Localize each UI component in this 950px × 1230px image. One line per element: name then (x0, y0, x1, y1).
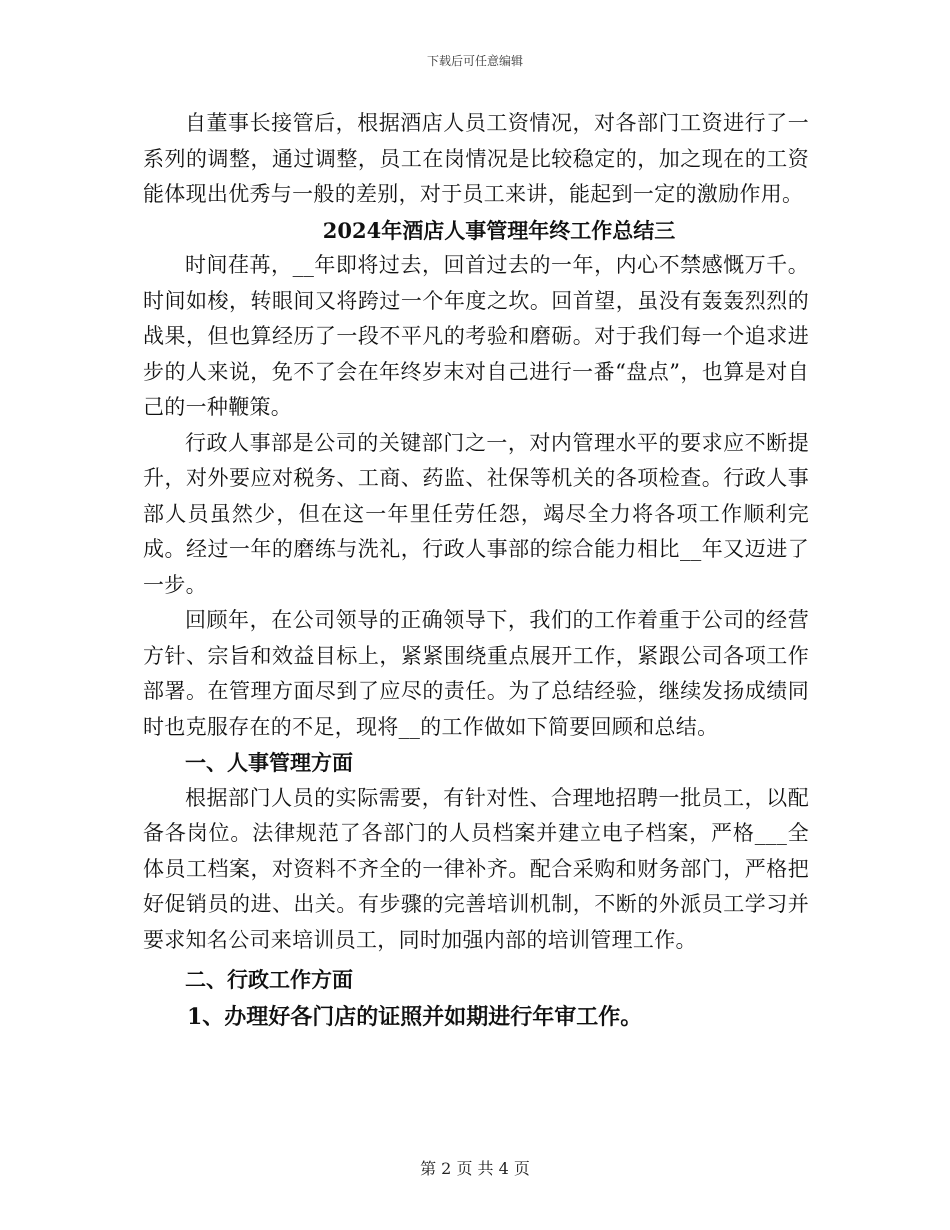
heading-admin-work: 二、行政工作方面 (185, 967, 353, 992)
section-title: 2024年酒店人事管理年终工作总结三 (322, 217, 676, 243)
paragraph-review: 回顾年，在公司领导的正确领导下，我们的工作着重于公司的经营方针、宗旨和效益目标上，紧紧围绕重点展开工作，紧跟公司各项工作部署。在管理方面尽到了应尽的责任。为了总结经验，继续发扬成绩同时也克服存在的不足，现将__的工作做如下简要回顾和总结。 (143, 608, 809, 739)
document-body (143, 106, 809, 1036)
paragraph-department-role: 行政人事部是公司的关键部门之一，对内管理水平的要求应不断提升，对外要应对税务、工商、药监、社保等机关的各项检查。行政人事部人员虽然少，但在这一年里任劳任怨，竭尽全力将各项工作顺利完成。经过一年的磨练与洗礼，行政人事部的综合能力相比__年又迈进了一步。 (143, 430, 809, 597)
heading-license-review: 1、办理好各门店的证照并如期进行年审工作。 (187, 1003, 643, 1030)
paragraph-salary-adjustment: 自董事长接管后，根据酒店人员工资情况，对各部门工资进行了一系列的调整，通过调整，员工在岗情况是比较稳定的，加之现在的工资能体现出优秀与一般的差别，对于员工来讲，能起到一定的激励作用。 (143, 111, 809, 206)
paragraph-hr-details: 根据部门人员的实际需要，有针对性、合理地招聘一批员工，以配备各岗位。法律规范了各部门的人员档案并建立电子档案，严格___全体员工档案，对资料不齐全的一律补齐。配合采购和财务部门，严格把好促销员的进、出关。有步骤的完善培训机制，不断的外派员工学习并要求知名公司来培训员工，同时加强内部的培训管理工作。 (143, 785, 809, 952)
paragraph-intro: 时间荏苒，__年即将过去，回首过去的一年，内心不禁感慨万千。时间如梭，转眼间又将跨过一个年度之坎。回首望，虽没有轰轰烈烈的战果，但也算经历了一段不平凡的考验和磨砺。对于我们每一个追求进步的人来说，免不了会在年终岁末对自己进行一番“盘点”，也算是对自己的一种鞭策。 (143, 253, 809, 419)
page-header: 下载后可任意编辑 (426, 54, 523, 68)
heading-hr-management: 一、人事管理方面 (185, 750, 353, 775)
page-number: 第 2 页 共 4 页 (420, 1159, 530, 1178)
